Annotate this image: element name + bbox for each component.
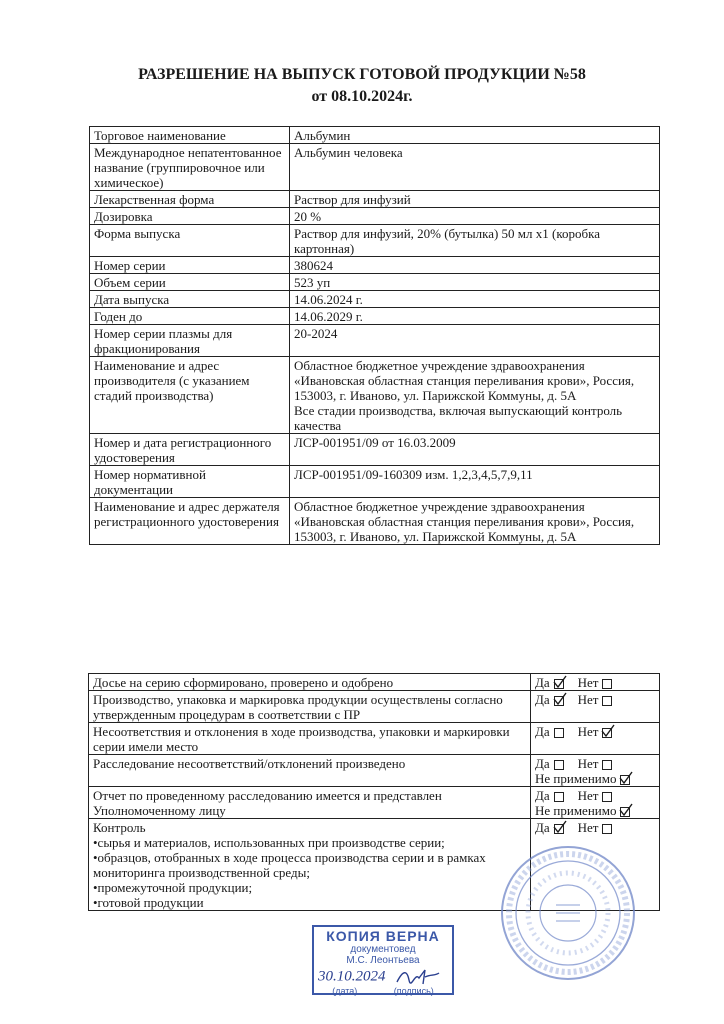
checklist-row xyxy=(89,723,660,755)
info-label: Форма выпуска xyxy=(90,225,290,257)
info-row xyxy=(90,191,660,208)
stamp-date: 30.10.2024 xyxy=(318,968,386,985)
not-applicable-checkbox[interactable] xyxy=(620,807,630,817)
checkmark-icon xyxy=(619,803,633,817)
stamp-name: М.С. Леонтьева xyxy=(346,955,420,966)
checklist-text xyxy=(89,819,531,911)
info-label: Наименование и адрес держателя регистрационного удостоверения xyxy=(90,498,290,545)
info-label: Торговое наименование xyxy=(90,127,290,144)
info-value-line: Областное бюджетное учреждение здравоохранения «Ивановская областная станция переливания крови», Россия, 153003, г. Иваново, ул. Парижской Коммуны, д. 5А xyxy=(294,499,635,544)
not-applicable-label: Не применимо xyxy=(535,771,617,786)
yes-label: Да xyxy=(535,820,550,835)
info-row xyxy=(90,291,660,308)
checklist-options xyxy=(531,787,660,819)
checklist-text-line: Несоответствия и отклонения в ходе производства, упаковки и маркировки серии имели место xyxy=(93,724,510,754)
info-row xyxy=(90,225,660,257)
organization-seal xyxy=(498,843,638,983)
yes-checkbox[interactable] xyxy=(554,760,564,770)
info-row xyxy=(90,357,660,434)
document-date: от 08.10.2024г. xyxy=(311,88,413,105)
checkmark-icon xyxy=(619,771,633,785)
info-label: Номер и дата регистрационного удостоверения xyxy=(90,434,290,466)
document-title: РАЗРЕШЕНИЕ НА ВЫПУСК ГОТОВОЙ ПРОДУКЦИИ №58 xyxy=(138,66,586,83)
info-value xyxy=(290,357,660,434)
stamp-sign-caption: (подпись) xyxy=(393,986,434,996)
yes-label: Да xyxy=(535,692,550,707)
yes-checkbox[interactable] xyxy=(554,824,564,834)
no-label: Нет xyxy=(577,820,599,835)
info-value xyxy=(290,225,660,257)
yes-checkbox[interactable] xyxy=(554,679,564,689)
info-value xyxy=(290,257,660,274)
yes-checkbox[interactable] xyxy=(554,696,564,706)
info-label: Объем серии xyxy=(90,274,290,291)
checklist-text-line: Досье на серию сформировано, проверено и одобрено xyxy=(93,675,394,690)
no-label: Нет xyxy=(577,692,599,707)
info-value xyxy=(290,498,660,545)
checkmark-icon xyxy=(553,675,567,689)
yes-label: Да xyxy=(535,788,550,803)
no-checkbox[interactable] xyxy=(602,696,612,706)
no-checkbox[interactable] xyxy=(602,728,612,738)
no-checkbox[interactable] xyxy=(602,792,612,802)
info-value xyxy=(290,434,660,466)
info-label: Номер нормативной документации xyxy=(90,466,290,498)
no-label: Нет xyxy=(577,756,599,771)
info-row xyxy=(90,274,660,291)
info-label: Лекарственная форма xyxy=(90,191,290,208)
info-value xyxy=(290,208,660,225)
yes-checkbox[interactable] xyxy=(554,792,564,802)
info-label: Международное непатентованное название (группировочное или химическое) xyxy=(90,144,290,191)
not-applicable-label: Не применимо xyxy=(535,803,617,818)
checkmark-icon xyxy=(553,692,567,706)
info-value xyxy=(290,191,660,208)
checklist-text xyxy=(89,723,531,755)
info-value-line: Раствор для инфузий xyxy=(294,192,411,207)
info-row xyxy=(90,434,660,466)
info-value-line: Все стадии производства, включая выпускающий контроль качества xyxy=(294,403,623,433)
not-applicable-checkbox[interactable] xyxy=(620,775,630,785)
stamp-date-caption: (дата) xyxy=(332,986,358,996)
info-row xyxy=(90,325,660,357)
info-label: Номер серии xyxy=(90,257,290,274)
info-value-line: 523 уп xyxy=(294,275,331,290)
info-row xyxy=(90,144,660,191)
product-info-table xyxy=(89,126,660,545)
info-value xyxy=(290,325,660,357)
info-value-line: Раствор для инфузий, 20% (бутылка) 50 мл х1 (коробка картонная) xyxy=(294,226,600,256)
checkmark-icon xyxy=(601,724,615,738)
yes-label: Да xyxy=(535,724,550,739)
no-label: Нет xyxy=(577,788,599,803)
info-value-line: 20 % xyxy=(294,209,322,224)
certified-copy-stamp xyxy=(312,925,454,995)
info-value xyxy=(290,466,660,498)
info-value-line: 20-2024 xyxy=(294,326,338,341)
info-label: Дозировка xyxy=(90,208,290,225)
info-value xyxy=(290,308,660,325)
info-label: Годен до xyxy=(90,308,290,325)
checklist-text-line: Производство, упаковка и маркировка продукции осуществлены согласно утвержденным процедурам в соответствии с ПР xyxy=(93,692,503,722)
info-value-line: ЛСР-001951/09-160309 изм. 1,2,3,4,5,7,9,11 xyxy=(294,467,533,482)
info-value xyxy=(290,291,660,308)
checklist-text-line: Контроль xyxy=(93,820,146,835)
checklist-text-line: •сырья и материалов, использованных при производстве серии; xyxy=(93,835,445,850)
info-value-line: Альбумин человека xyxy=(294,145,403,160)
signature-icon xyxy=(395,968,441,986)
info-row xyxy=(90,127,660,144)
no-checkbox[interactable] xyxy=(602,760,612,770)
checklist-options xyxy=(531,723,660,755)
checklist-text xyxy=(89,691,531,723)
info-row xyxy=(90,208,660,225)
checklist-row xyxy=(89,787,660,819)
no-label: Нет xyxy=(577,675,599,690)
yes-label: Да xyxy=(535,756,550,771)
checklist-text xyxy=(89,755,531,787)
info-value xyxy=(290,274,660,291)
info-value xyxy=(290,127,660,144)
info-value-line: Альбумин xyxy=(294,128,351,143)
info-label: Номер серии плазмы для фракционирования xyxy=(90,325,290,357)
checklist-text-line: •промежуточной продукции; xyxy=(93,880,253,895)
info-row xyxy=(90,466,660,498)
info-value xyxy=(290,144,660,191)
stamp-role: документовед xyxy=(350,944,416,955)
checklist-text-line: •готовой продукции xyxy=(93,895,204,910)
stamp-title: КОПИЯ ВЕРНА xyxy=(326,928,440,944)
checklist-text-line: •образцов, отобранных в ходе процесса производства серии и в рамках мониторинга производственной среды; xyxy=(93,850,486,880)
checklist-options xyxy=(531,674,660,691)
info-row xyxy=(90,257,660,274)
checklist-row xyxy=(89,691,660,723)
no-label: Нет xyxy=(577,724,599,739)
checklist-options xyxy=(531,755,660,787)
checklist-row xyxy=(89,755,660,787)
checklist-row xyxy=(89,674,660,691)
checklist-text xyxy=(89,674,531,691)
info-row xyxy=(90,308,660,325)
checkmark-icon xyxy=(553,820,567,834)
info-value-line: Областное бюджетное учреждение здравоохранения «Ивановская областная станция переливания крови», Россия, 153003, г. Иваново, ул. Парижской Коммуны, д. 5А xyxy=(294,358,635,403)
info-row xyxy=(90,498,660,545)
no-checkbox[interactable] xyxy=(602,824,612,834)
checklist-options xyxy=(531,691,660,723)
yes-label: Да xyxy=(535,675,550,690)
info-label: Дата выпуска xyxy=(90,291,290,308)
checklist-text xyxy=(89,787,531,819)
info-label: Наименование и адрес производителя (с указанием стадий производства) xyxy=(90,357,290,434)
checklist-text-line: Расследование несоответствий/отклонений произведено xyxy=(93,756,406,771)
info-value-line: 380624 xyxy=(294,258,333,273)
yes-checkbox[interactable] xyxy=(554,728,564,738)
no-checkbox[interactable] xyxy=(602,679,612,689)
info-value-line: ЛСР-001951/09 от 16.03.2009 xyxy=(294,435,456,450)
info-value-line: 14.06.2024 г. xyxy=(294,292,363,307)
info-value-line: 14.06.2029 г. xyxy=(294,309,363,324)
checklist-text-line: Отчет по проведенному расследованию имеется и представлен Уполномоченному лицу xyxy=(93,788,442,818)
